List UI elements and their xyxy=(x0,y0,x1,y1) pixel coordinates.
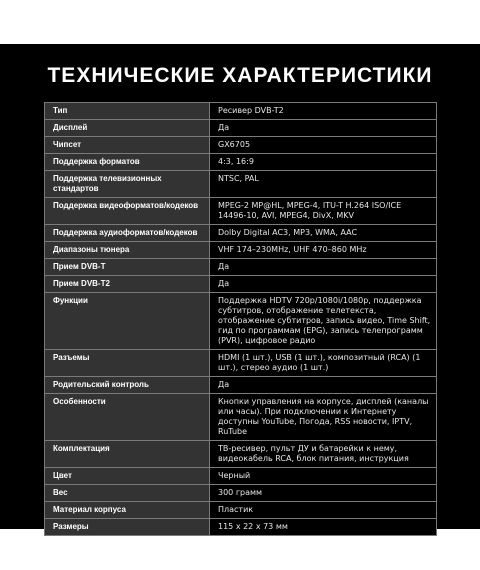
spec-label: Вес xyxy=(45,485,210,502)
spec-value: Кнопки управления на корпусе, дисплей (каналы или часы). При подключении к Интернету доступны YouTube, Погода, RSS новости, IPTV, RuTube xyxy=(210,394,437,441)
spec-value: Пластик xyxy=(210,502,437,519)
spec-label: Дисплей xyxy=(45,120,210,137)
table-row xyxy=(45,103,437,120)
spec-label: Прием DVB-T2 xyxy=(45,276,210,293)
spec-label: Комплектация xyxy=(45,441,210,468)
spec-value: Поддержка HDTV 720p/1080i/1080p, поддержка субтитров, отображение телетекста, отображение субтитров, запись видео, Time Shift, гид по программам (EPG), запись телепрограмм (PVR), цифровое радио xyxy=(210,293,437,350)
table-row xyxy=(45,377,437,394)
table-row xyxy=(45,350,437,377)
spec-label: Чипсет xyxy=(45,137,210,154)
spec-label: Поддержка аудиоформатов/кодеков xyxy=(45,225,210,242)
spec-value: Dolby Digital AC3, MP3, WMA, AAC xyxy=(210,225,437,242)
spec-table xyxy=(44,102,437,536)
table-row xyxy=(45,441,437,468)
spec-label: Диапазоны тюнера xyxy=(45,242,210,259)
spec-value: Да xyxy=(210,259,437,276)
spec-label: Тип xyxy=(45,103,210,120)
spec-value: HDMI (1 шт.), USB (1 шт.), композитный (RCA) (1 шт.), стерео аудио (1 шт.) xyxy=(210,350,437,377)
spec-value: GX6705 xyxy=(210,137,437,154)
table-row xyxy=(45,242,437,259)
spec-value: 300 грамм xyxy=(210,485,437,502)
table-row xyxy=(45,171,437,198)
spec-value: NTSC, PAL xyxy=(210,171,437,198)
table-row xyxy=(45,468,437,485)
table-row xyxy=(45,394,437,441)
spec-label: Функции xyxy=(45,293,210,350)
table-row xyxy=(45,502,437,519)
spec-label: Цвет xyxy=(45,468,210,485)
table-row xyxy=(45,293,437,350)
table-row xyxy=(45,259,437,276)
table-row xyxy=(45,120,437,137)
spec-label: Особенности xyxy=(45,394,210,441)
spec-value: 115 х 22 х 73 мм xyxy=(210,519,437,536)
spec-label: Родительский контроль xyxy=(45,377,210,394)
spec-label: Размеры xyxy=(45,519,210,536)
spec-label: Поддержка телевизионных стандартов xyxy=(45,171,210,198)
table-row xyxy=(45,137,437,154)
spec-value: Да xyxy=(210,276,437,293)
spec-label: Материал корпуса xyxy=(45,502,210,519)
spec-value: Да xyxy=(210,377,437,394)
spec-value: 4:3, 16:9 xyxy=(210,154,437,171)
spec-label: Поддержка видеоформатов/кодеков xyxy=(45,198,210,225)
spec-label: Прием DVB-T xyxy=(45,259,210,276)
spec-card xyxy=(0,44,480,529)
spec-value: Да xyxy=(210,120,437,137)
page-title: ТЕХНИЧЕСКИЕ ХАРАКТЕРИСТИКИ xyxy=(47,64,433,87)
spec-label: Поддержка форматов xyxy=(45,154,210,171)
table-row xyxy=(45,485,437,502)
table-row xyxy=(45,154,437,171)
table-row xyxy=(45,225,437,242)
spec-value: Черный xyxy=(210,468,437,485)
spec-value: VHF 174–230MHz, UHF 470–860 MHz xyxy=(210,242,437,259)
spec-value: Ресивер DVB-T2 xyxy=(210,103,437,120)
spec-value: ТВ-ресивер, пульт ДУ и батарейки к нему, видеокабель RCA, блок питания, инструкция xyxy=(210,441,437,468)
table-row xyxy=(45,276,437,293)
spec-label: Разъемы xyxy=(45,350,210,377)
table-row xyxy=(45,519,437,536)
spec-value: MPEG-2 MP@HL, MPEG-4, ITU-T H.264 ISO/ICE 14496-10, AVI, MPEG4, DivX, MKV xyxy=(210,198,437,225)
table-row xyxy=(45,198,437,225)
